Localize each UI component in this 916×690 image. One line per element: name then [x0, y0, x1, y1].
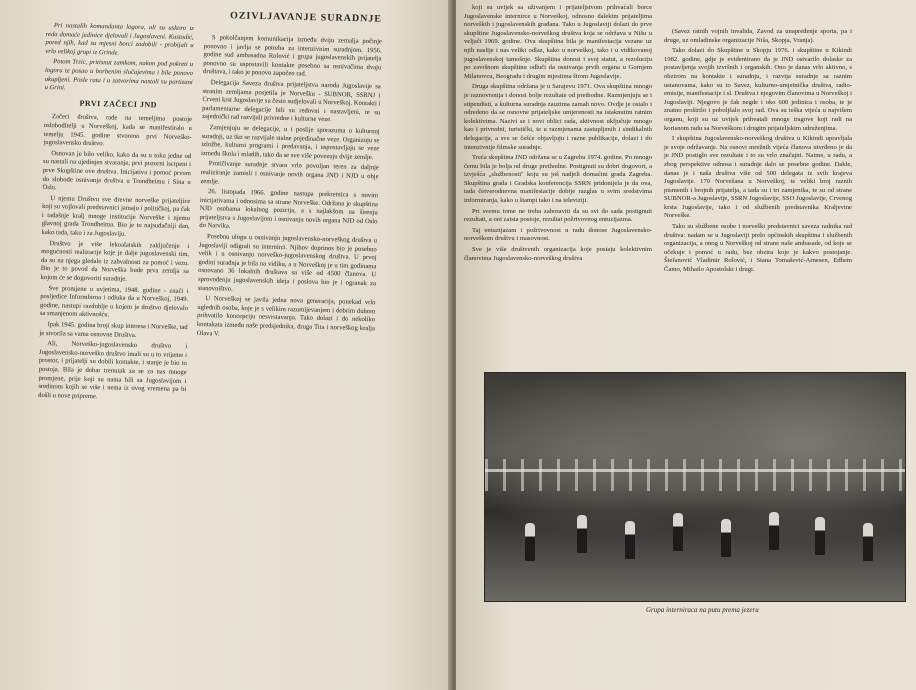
- page-title: OZIVLJAVANJE SURADNJE: [229, 10, 383, 25]
- paragraph: Sve promjene u uvjetima, 1948. godine - znači i posljedice Informbiroa i odluka da u Norveškoj, 1949. godine, nastupi razdoblje u kojem je društvo djelovalo sa smanjenom aktivnošću.: [39, 284, 189, 319]
- paragraph: Tako dolazi do Skupštine u Skopju 1976. i skupštine u Kikindi 1982. godine, gdje je evidentirano da je JND ostvarilo dolaske za postavljenja svojih izvršnih i organskih. Ono je danas vrlo aktivno, s obzirom na kontakte i suradnju, i razvija suradnje sa raznim ustanovama, kako su to Savez, kulturno-umjetnička društva, radio-emisije, manifestacije i sl. Društva i njegovim članovima u Norveškoj i Jugoslaviji. Njegovo je čak negde i oko 600 jedinica i osoba, te je znatno proširilo i poboljšalo svoj rad. Ova su teška vijeća u najvišem organu, koji su uz uvijek prihvatali mnoge tragove koji radi na korisnom radu sa Norveškom i drugim prijateljskim udruženjima.: [664, 47, 852, 132]
- right-page: [456, 0, 916, 690]
- paragraph: 26. listopada 1966. godine nastupa prekretnica s novim inicijativama i odnosima sa strane Norveške. Održana je skupština NJD osobama lokalnog pozicija, a s najlakšom na širenju prijateljstva s Jugoslavijom i osnivanju novih organa NJD od Oslo do Narvika.: [199, 188, 379, 231]
- photo-caption: Grupa internirаca na putu prema jezeru: [646, 606, 759, 614]
- paragraph: Osnovan je bilo veliko, kako da su u toku jedne od su nastali na ujedinjen stvaranje, prvi pozorni iscrpeni i prve Skupštine ove društva. Inicijativa i pomoć prvom do slobode osnivanja društva u Trondheimu i Sina u Oslu.: [42, 149, 192, 192]
- paragraph: (Savez ratnih vojnih invalida, Zavod za unapređenje sporta, pa i druge, uz omladinske organizacije Niša, Skopja, Vranja).: [664, 28, 852, 44]
- left-column-2: [197, 34, 382, 344]
- right-column-2: [664, 28, 852, 277]
- photo-rail: [485, 469, 905, 472]
- paragraph: Protičivanje suradnje stvara vrlo povoljan teren za daljnje realiziranje zamisli i osnivanje novih organa JND i NJD u obje zemlje.: [200, 160, 379, 185]
- photo-figure: [525, 523, 535, 561]
- right-column-1: [464, 4, 652, 265]
- paragraph: Pri svemu tome ne treba zaboraviti da su svi do sada postignuti rezultati, a oni zaista postoje, rezultat požrtvovnog entuzijazma.: [464, 207, 652, 224]
- photo-figure: [625, 521, 635, 559]
- paragraph: Treća skupština JND održana se u Zagrebu 1974. godine. Po mnogo čemu bila je bolja od druge prethodne. Postignuti su dobri dogovori, a izvješća „službenosti" koju su još nadjeli domaćini grada Zagreba. Skupština grada i Gradska konferencija SSRN pridonijela je da ova, tada četverodnevna manifestacije dobije razglas u svim sredstvima informiranja, kako u štampi tako i na televiziji.: [464, 154, 652, 205]
- photo-figure: [721, 519, 731, 557]
- paragraph: I skupština Jugoslavensko-norveškog društva u Kikindi upravljala je svoje održavanje. Na osnovi mrežnih vijeća članova utvrđeno je da je JND postiglo sve rezultate i to su vrlo značajni. Naime, u radu, a zbog perspektive odnosa i suradnje dalo se posebne godine. Dakle, danas je i naša društva više od 500 delegata iz svih krajeva Jugoslavije. 170 Norvežana u Norveškoj, te veliki broj raznih pismenih i brojnih prijatelja, a tada su i tri zamjenika, te su od strane SUBNOR-a Jugoslavije, SSRN Jugoslavije, SSO Jugoslavije, Crvenog krsta Jugoslavije, tako i od službenih predstavnika Kraljevine Norveške.: [664, 135, 852, 220]
- photo-figure: [769, 512, 779, 550]
- photo-figure: [863, 523, 873, 561]
- paragraph: S pokolčanjem komunikacija između dviju zemalja počinje ponovno i javlja se potreba za intenzivnim suradnjom. 1956. godine sud ambasadna Rolović i grupa jugoslavenskih prijatelja ponovno su uspostavili kontakte posebno sa osnivačima dvaju društava, i tako je ponovo započeo rad.: [202, 34, 382, 78]
- intro-paragraph-2: Potom Trzic, pritisnut zamkom, nakon pod pokreti u logoru te posao u borbenim slučajevima i bile ponovo okupljeni. Posle rata i u zatvorima nastali su partizani u Grini.: [44, 58, 194, 92]
- paragraph: Tako su službene osobe i norveški predstavnici saveza radnika rad društva: nadam se u Jugoslaviji prelo općinskih skupština i službenih organizacija, a onog u Norveškoj od strane naše ambasade, od koje se očekuje i pomoć u radu, bez obzira koje je kakvo postojanje. Štefanović Vladimir Rolović, i Stana Tomašević-Arnesen, Edhem Čamo, Mihailo Apostolski i drugi.: [664, 223, 852, 274]
- paragraph: U Norveškoj se javila jedna nova generacija, ponekad vrlo uglednih osoba, koje je s velikim razumijevanjem i dobrim duhom prihvatilo koncepciju nesvrstavanja. Tako dolazi i do nekoliko kontakata između naše predsjednika, druga Tita i norveškog kralja Olava V.: [196, 295, 376, 338]
- photo-figure: [673, 513, 683, 551]
- paragraph: Društvo je više lekoalatskih zaključenje i mogućnosti realizacije koje je dalje jugoslavenski tim, da su na njega gledalo iz zahvalnosti za pomoć i vezu. Bio je to povod da Norveška bude prva zemlja sa kojom će se dogovoriti suradnje.: [40, 239, 190, 283]
- left-column-1: [38, 22, 194, 405]
- photograph: [484, 372, 906, 602]
- paragraph: Začeci društva, rade na temeljima postoje osloboditelji u Norveškoj, kada se manifestiralo u temelju 1945. godine stvoreno prvi Norveško-jugoslavensko društvo.: [43, 113, 193, 148]
- paragraph: U njemu Društvu sve drevne norveške prijateljice koji su vojlovali predstavnici jamaju i političkoj, pa čak i tadašnje kralj mnoge institucije Norveške i njemu glavnoj grada Trondheima. Bio je to najsudačniji dan, kako tada, tako i za Jugoslaviju.: [41, 194, 191, 238]
- section-heading: PRVI ZAČECI JND: [79, 98, 158, 110]
- photo-figure: [815, 517, 825, 555]
- photo-fence: [485, 459, 905, 491]
- intro-paragraph: Pri nastalih komandanta logora, ali su uskoro iz reda domaće jedinice djelovali i Jugoslaveni. Kustodić, pored njih, kad su mjesni borci zadobili - probijali u vrlo velikoj grupi iz Grinde.: [45, 22, 194, 57]
- paragraph: Zamjenjuju se delegacije, u i poslije sporazuma o kulturnoj suradnji, uz tko se razvijale stalne pojedinačne veze. Organizuju se izložbe, kulturni programi i predavanja, i uspostavljaju se veze između škola i mladih, tako da se sve više povezuju dvije zemlje.: [201, 124, 380, 161]
- left-page: [0, 0, 452, 690]
- paragraph: Posebnu ulogu u osnivanju jugoslavensko-norveškog društva u Jugoslaviji odigrali su internirci. Njihov doprinos bio je posebno velik i u osnivanju norveško-jugoslavenskog društva. U prvoj godini suradnja je bila na vidiku, a u Norveškoj je u tim godinama osnovano 36 lokalnih društava sa više od 4500 članova. U sprovođenju jugoslavenskih ideja i poslova bio je i ogranak za stanovništvo.: [197, 233, 378, 293]
- paragraph: koji su uvijek sa uživanjem i prijateljstvom prihvaćali borce Jugoslavenske internirce u Norveškoj, odnosno dalekim prijateljima norveških i jugoslavenskih građana. Tako u Jugoslaviji dolazi do prve skupštine Jugoslavensko-norveškog društva koja se održava u Nišu u veljači 1969. godine. Ova skupština bila je manifestacija vezane uz njih naslije i nas veliki odlaz, kako u norveškoj, tako i u vidikovanoj jugoslavenskoj tamošnje. Skupština donosi i svoj statut, a rezoluciju po završnom skupštinu odluči da osnivanja prvih organa u Gornjem Milanovcu, Beogradu i drugim mjestima širom Jugoslavije.: [464, 4, 652, 80]
- paragraph: Ipak 1945. godina broji skup interesa i Norveške, tad je stvorila sa vama osnovne Društva.: [39, 321, 188, 339]
- paragraph: Taj entuzijazam i požrtvovnost u radu donose Jugoslavensko-norveškom društvu i masovnost.: [464, 226, 652, 243]
- paragraph: Druga skupština održana je u Sarajevu 1971. Ova skupština mnogo je raznovrsnija i donosi bolje rezultate od prethodne. Razmjenjuju se i stipendisti, a kulturna suradnja zauzima zamah novo. Ovdje je ostalo i odredeno da se osnovne prijateljske umjerenosti na istaknutim ratnim kolektivima. Nazivi se i novi oblici rada, aktivnost uključuje mnogo kao i privredni, turistički, te u razmjenama zastupljenih i sindikalnih delegacija, a sve se češće objavljuju i razne publikacije, dolazi i do intenzivnije filmske suradnje.: [464, 83, 652, 151]
- paragraph: Sve je više društvenih organizacija koje postaju kolektivnim članovima Jugoslavensko-norveškog društva: [464, 246, 652, 262]
- paragraph: Delegacija Saveza društva prijateljstva naroda Jugoslavije sa stranim zemljama posjetila je Norvešku - SUBNOR, SSRNJ i Crveni krst Jugoslavije su često sudjelovali u Norveškoj. Kontakti i parlamentarne delegacije bili su redovni i nastavljeni, te su zajednički rad razvijali privredne i kulturne veze.: [201, 79, 381, 124]
- paragraph: Ali, Norveško-jugoslavensko društvo i Jugoslavensko-norveško društvo imali su u to vrijeme i prostor, i prijatelji su dobili kontakte, i stanje je bio to postoja. Bila je dobar trenutak za se za nas mnoge promjene, prije koji su nama bili sa Jugoslavijom i sredinom kojih se više i nema iz ovog vremena pa bi došli u nove pripreme.: [38, 340, 188, 400]
- photo-figure: [577, 515, 587, 553]
